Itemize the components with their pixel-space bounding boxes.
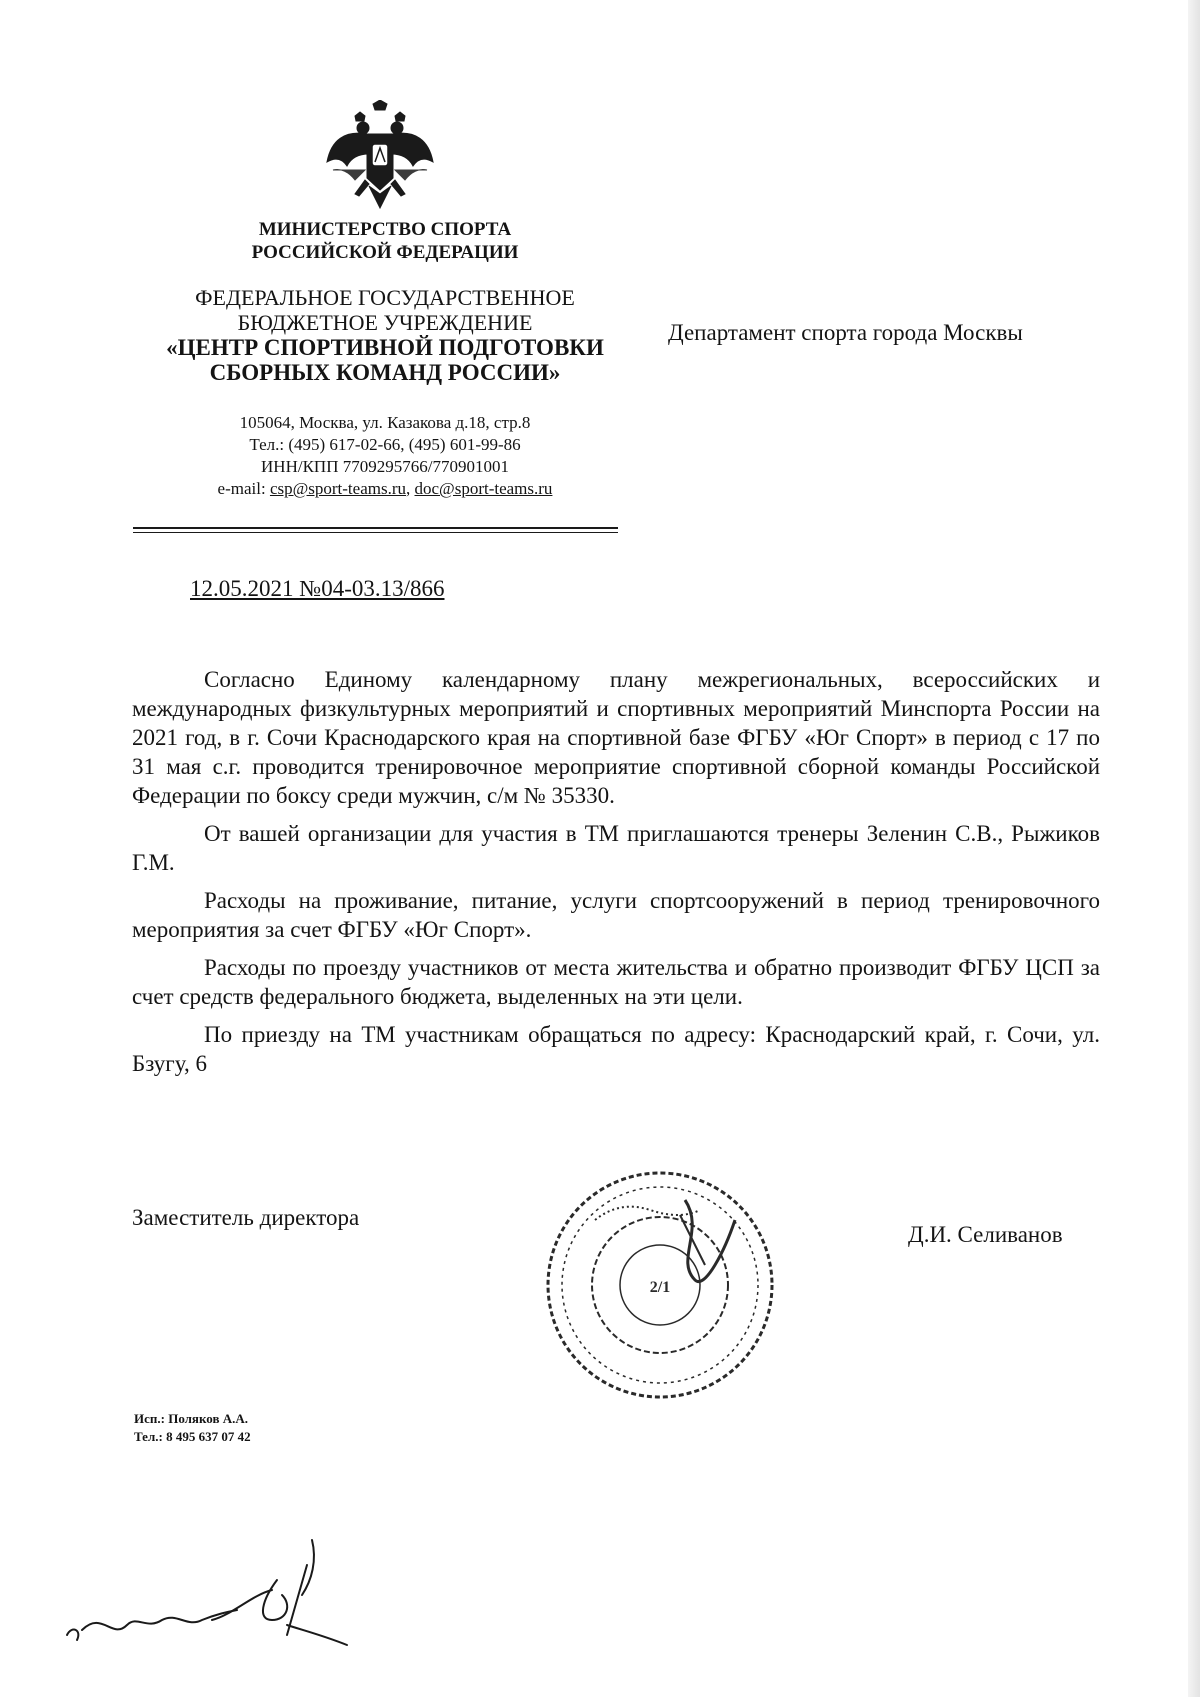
signatory-position: Заместитель директора — [132, 1205, 360, 1230]
email-separator: , — [406, 479, 415, 498]
ministry-name — [220, 218, 550, 264]
org-line: БЮДЖЕТНОЕ УЧРЕЖДЕНИЕ — [237, 310, 533, 335]
scan-edge — [1188, 0, 1200, 1697]
stamp-center-text: 2/1 — [649, 1279, 671, 1296]
email-line — [170, 478, 600, 500]
email-link-csp[interactable]: csp@sport-teams.ru — [269, 479, 406, 498]
contact-block — [170, 412, 600, 500]
letter-body — [132, 665, 1100, 1087]
executor-info — [134, 1410, 251, 1446]
body-paragraph: Согласно Единому календарному плану межрегиональных, всероссийских и международных физкультурных мероприятий и спортивных мероприятий Минспорта России на 2021 год, в г. Сочи Краснодарского края на спортивной базе ФГБУ «Юг Спорт» в период с 17 по 31 мая с.г. проводится тренировочное мероприятие спортивной сборной команды Российской Федерации по боксу среди мужчин, с/м № 35330. — [132, 667, 1100, 808]
org-line: ФЕДЕРАЛЬНОЕ ГОСУДАРСТВЕННОЕ — [195, 285, 575, 310]
inn-kpp: ИНН/КПП 7709295766/770901001 — [261, 457, 509, 476]
body-paragraph: По приезду на ТМ участникам обращаться по адресу: Краснодарский край, г. Сочи, ул. Бзугу, 6 — [132, 1022, 1100, 1076]
postal-address: 105064, Москва, ул. Казакова д.18, стр.8 — [239, 413, 531, 432]
handwritten-signature — [62, 1535, 372, 1655]
organization-name — [160, 285, 610, 385]
document-number: 12.05.2021 №04-03.13/866 — [190, 576, 445, 601]
header-rule-thin — [133, 532, 618, 533]
email-link-doc[interactable]: doc@sport-teams.ru — [414, 479, 553, 498]
executor-phone: Тел.: 8 495 637 07 42 — [134, 1429, 251, 1444]
ministry-line: РОССИЙСКОЙ ФЕДЕРАЦИИ — [251, 242, 519, 263]
signatory-name: Д.И. Селиванов — [908, 1222, 1063, 1247]
body-paragraph: Расходы на проживание, питание, услуги спортсооружений в период тренировочного мероприятия за счет ФГБУ «Юг Спорт». — [132, 888, 1100, 942]
body-paragraph: От вашей организации для участия в ТМ приглашаются тренеры Зеленин С.В., Рыжиков Г.М. — [132, 821, 1100, 875]
executor-name: Исп.: Поляков А.А. — [134, 1411, 249, 1426]
ministry-line: МИНИСТЕРСТВО СПОРТА — [258, 219, 512, 240]
header-rule — [133, 527, 618, 529]
org-line-bold: «ЦЕНТР СПОРТИВНОЙ ПОДГОТОВКИ — [166, 335, 604, 360]
email-prefix: e-mail: — [217, 479, 270, 498]
official-stamp — [535, 1160, 785, 1410]
org-line-bold: СБОРНЫХ КОМАНД РОССИИ» — [209, 360, 561, 385]
body-paragraph: Расходы по проезду участников от места жительства и обратно производит ФГБУ ЦСП за счет средств федерального бюджета, выделенных на эти цели. — [132, 955, 1100, 1009]
phone-numbers: Тел.: (495) 617-02-66, (495) 601-99-86 — [249, 435, 521, 454]
addressee: Департамент спорта города Москвы — [668, 320, 1023, 345]
coat-of-arms-emblem — [325, 100, 435, 215]
